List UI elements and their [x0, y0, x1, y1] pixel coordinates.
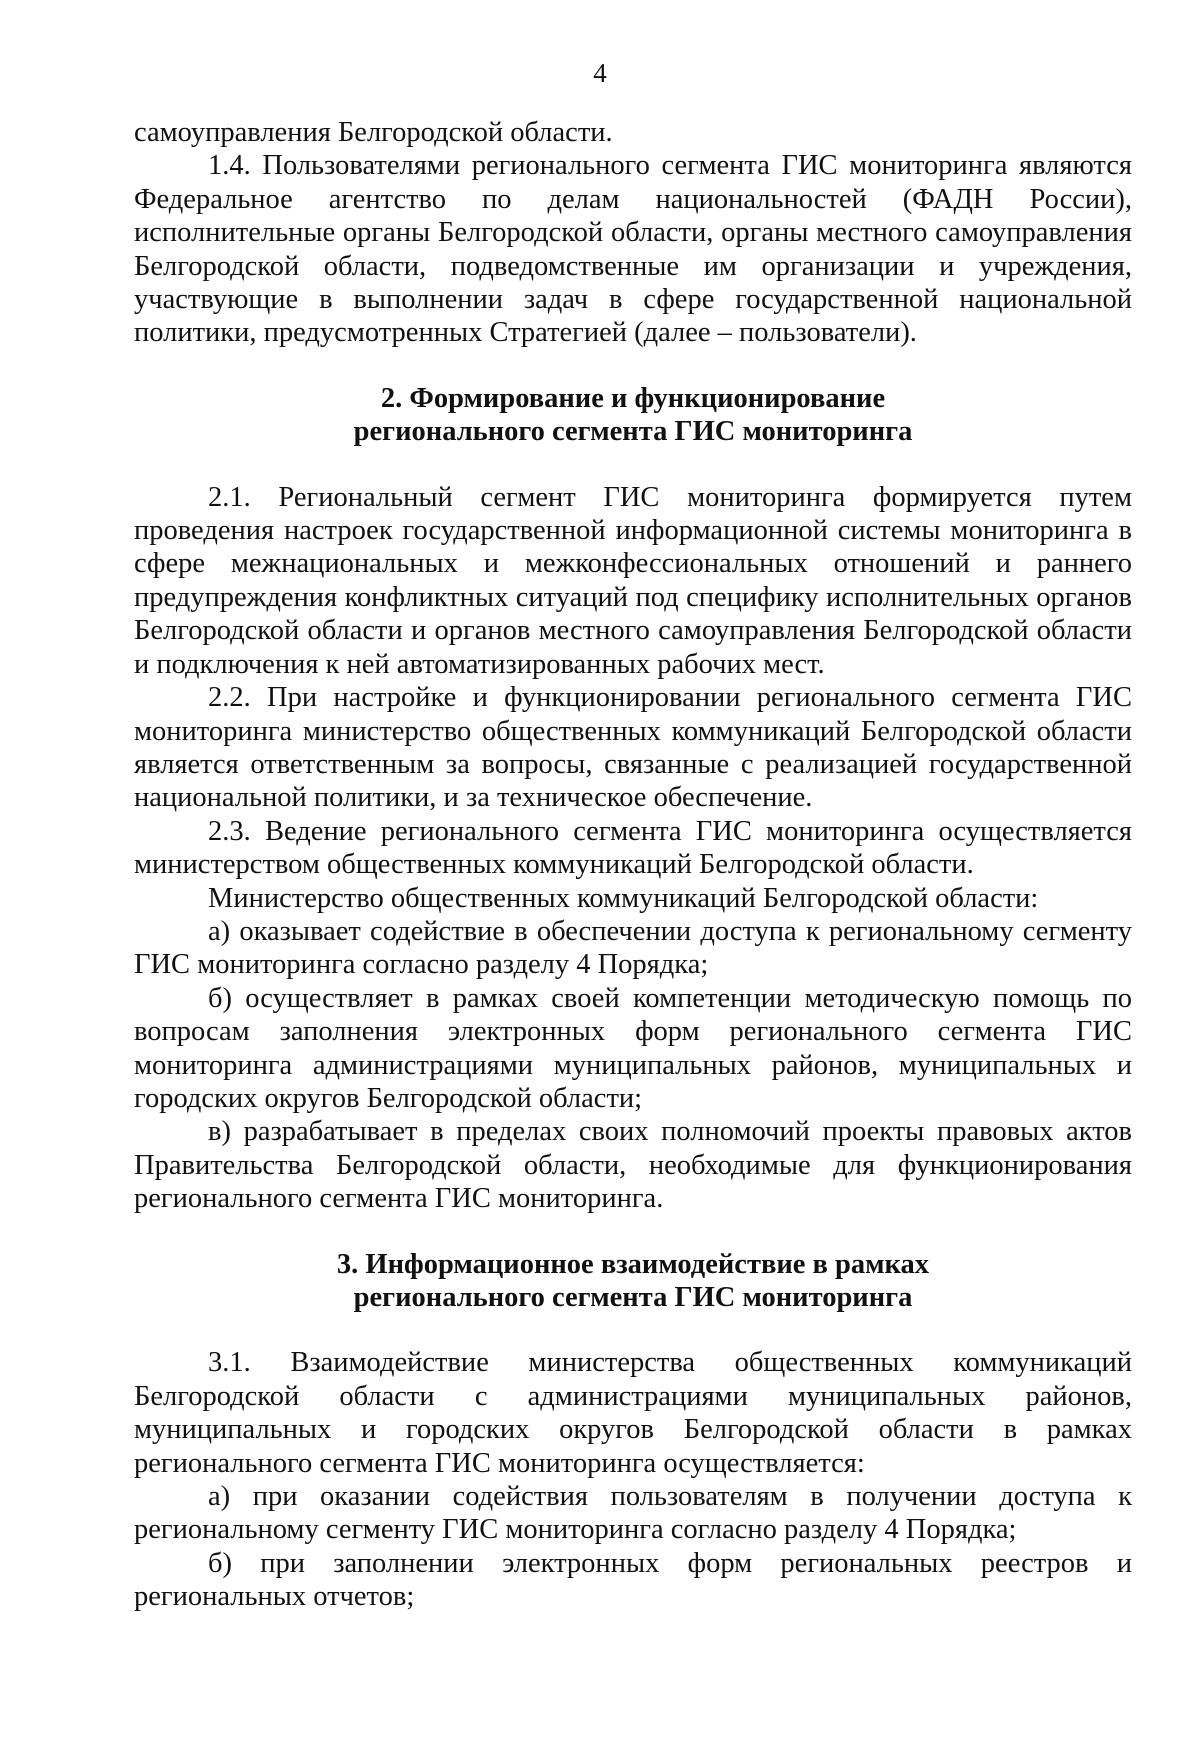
paragraph-2-3: 2.3. Ведение регионального сегмента ГИС мониторинга осуществляется министерством общественных коммуникаций Белгородской области.: [134, 815, 1132, 881]
paragraph-3-1: 3.1. Взаимодействие министерства общественных коммуникаций Белгородской области с администрациями муниципальных районов, муниципальных и городских округов Белгородской области в рамках регионального сегмента ГИС мониторинга осуществляется:: [134, 1347, 1132, 1479]
section-2-heading: [134, 382, 1132, 449]
section-2-heading-line-2: регионального сегмента ГИС мониторинга: [353, 416, 913, 448]
section-3-heading: [134, 1248, 1132, 1315]
paragraph-3-1-item-b: б) при заполнении электронных форм региональных реестров и региональных отчетов;: [134, 1547, 1132, 1613]
paragraph-2-3-item-v: в) разрабатывает в пределах своих полномочий проекты правовых актов Правительства Белгородской области, необходимые для функционирования регионального сегмента ГИС мониторинга.: [134, 1116, 1132, 1215]
paragraph-2-1: 2.1. Региональный сегмент ГИС мониторинга формируется путем проведения настроек государственной информационной системы мониторинга в сфере межнациональных и межконфессиональных отношений и раннего предупреждения конфликтных ситуаций под специфику исполнительных органов Белгородской области и органов местного самоуправления Белгородской области и подключения к ней автоматизированных рабочих мест.: [134, 481, 1132, 680]
paragraph-continuation: самоуправления Белгородской области.: [134, 117, 613, 148]
section-2-heading-line-1: 2. Формирование и функционирование: [380, 382, 886, 414]
paragraph-2-3-item-b: б) осуществляет в рамках своей компетенции методическую помощь по вопросам заполнения электронных форм регионального сегмента ГИС мониторинга администрациями муниципальных районов, муниципальных и городских округов Белгородской области;: [134, 982, 1132, 1114]
paragraph-2-3-ministry: Министерство общественных коммуникаций Белгородской области:: [208, 882, 1039, 914]
paragraph-2-2: 2.2. При настройке и функционировании регионального сегмента ГИС мониторинга министерство общественных коммуникаций Белгородской области является ответственным за вопросы, связанные с реализацией государственной национальной политики, и за техническое обеспечение.: [134, 682, 1132, 814]
document-body: [134, 116, 1132, 1614]
page-number: 4: [593, 58, 607, 88]
paragraph-2-3-item-a: а) оказывает содействие в обеспечении доступа к региональному сегменту ГИС мониторинга согласно разделу 4 Порядка;: [134, 915, 1132, 981]
paragraph-1-4: 1.4. Пользователями регионального сегмента ГИС мониторинга являются Федеральное агентство по делам национальностей (ФАДН России), исполнительные органы Белгородской области, органы местного самоуправления Белгородской области, подведомственные им организации и учреждения, участвующие в выполнении задач в сфере государственной национальной политики, предусмотренных Стратегией (далее – пользователи).: [134, 150, 1132, 349]
section-3-heading-line-1: 3. Информационное взаимодействие в рамках: [336, 1248, 930, 1280]
section-3-heading-line-2: регионального сегмента ГИС мониторинга: [353, 1282, 913, 1313]
paragraph-3-1-item-a: а) при оказании содействия пользователям в получении доступа к региональному сегменту ГИС мониторинга согласно разделу 4 Порядка;: [134, 1481, 1132, 1546]
